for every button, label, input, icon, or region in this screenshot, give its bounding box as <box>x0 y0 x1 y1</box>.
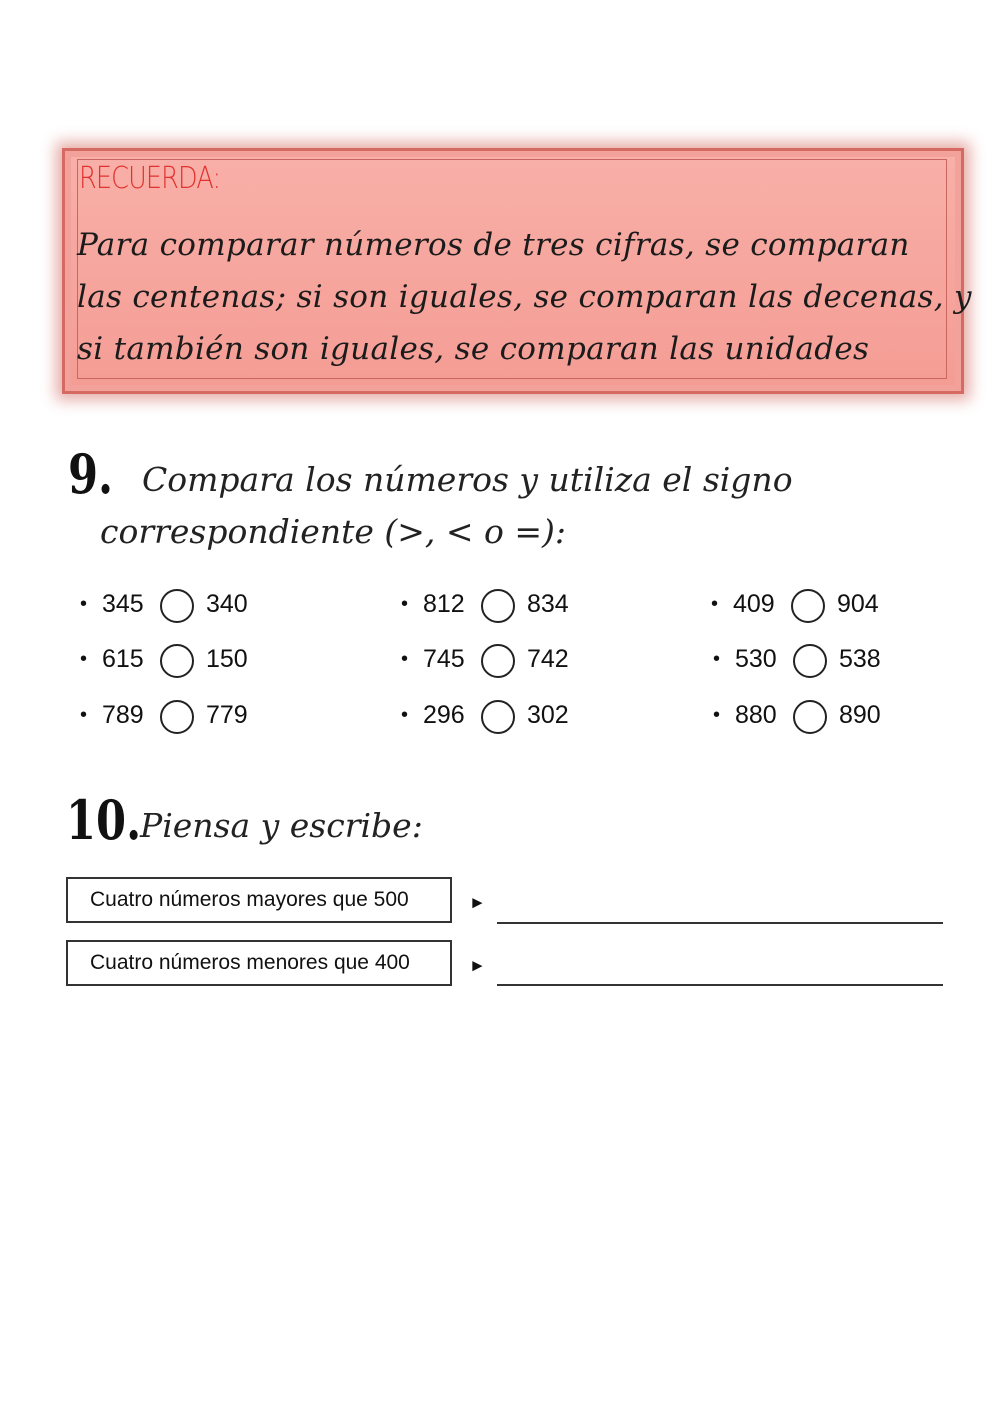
number-left: 345 <box>102 589 144 618</box>
bullet: • <box>80 647 88 670</box>
arrow-icon: ► <box>469 893 486 912</box>
answer-circle[interactable] <box>793 644 827 678</box>
number-right: 834 <box>527 589 569 618</box>
prompt-box-greater: Cuatro números mayores que 500 <box>66 877 452 923</box>
bullet: • <box>711 592 719 615</box>
exercise-10-number: 10. <box>66 788 142 852</box>
answer-line-less[interactable] <box>497 984 943 986</box>
answer-circle[interactable] <box>793 700 827 734</box>
number-right: 904 <box>837 589 879 618</box>
number-left: 789 <box>102 700 144 729</box>
exercise-9-number: 9. <box>68 442 114 506</box>
number-left: 409 <box>733 589 775 618</box>
comparison-item <box>80 584 266 624</box>
number-left: 530 <box>735 644 777 673</box>
comparison-item <box>713 695 899 735</box>
answer-circle[interactable] <box>160 589 194 623</box>
exercise-9-instruction-line2: correspondiente (>, < o =): <box>100 512 566 551</box>
number-right: 742 <box>527 644 569 673</box>
number-right: 538 <box>839 644 881 673</box>
recuerda-line: las centenas; si son iguales, se comparan las decenas, y <box>77 279 972 315</box>
number-right: 302 <box>527 700 569 729</box>
comparison-item <box>711 584 897 624</box>
number-right: 779 <box>206 700 248 729</box>
number-left: 812 <box>423 589 465 618</box>
answer-circle[interactable] <box>481 644 515 678</box>
bullet: • <box>401 647 409 670</box>
comparison-item <box>401 639 587 679</box>
recuerda-text <box>77 219 972 375</box>
number-right: 890 <box>839 700 881 729</box>
answer-line-greater[interactable] <box>497 922 943 924</box>
bullet: • <box>401 592 409 615</box>
bullet: • <box>401 703 409 726</box>
comparison-item <box>80 695 266 735</box>
answer-circle[interactable] <box>481 700 515 734</box>
exercise-10-instruction: Piensa y escribe: <box>140 806 423 845</box>
exercise-9-instruction-line1: Compara los números y utiliza el signo <box>142 460 793 499</box>
comparison-item <box>80 639 266 679</box>
answer-circle[interactable] <box>481 589 515 623</box>
number-left: 296 <box>423 700 465 729</box>
bullet: • <box>80 703 88 726</box>
bullet: • <box>713 647 721 670</box>
bullet: • <box>80 592 88 615</box>
comparison-item <box>713 639 899 679</box>
recuerda-title: RECUERDA: <box>79 161 221 196</box>
prompt-box-less: Cuatro números menores que 400 <box>66 940 452 986</box>
bullet: • <box>713 703 721 726</box>
recuerda-line: si también son iguales, se comparan las unidades <box>77 331 870 367</box>
answer-circle[interactable] <box>791 589 825 623</box>
number-left: 745 <box>423 644 465 673</box>
number-left: 615 <box>102 644 144 673</box>
arrow-icon: ► <box>469 956 486 975</box>
answer-circle[interactable] <box>160 644 194 678</box>
answer-circle[interactable] <box>160 700 194 734</box>
number-right: 340 <box>206 589 248 618</box>
recuerda-line: Para comparar números de tres cifras, se comparan <box>77 227 910 263</box>
number-right: 150 <box>206 644 248 673</box>
comparison-item <box>401 584 587 624</box>
comparison-item <box>401 695 587 735</box>
number-left: 880 <box>735 700 777 729</box>
recuerda-box <box>62 148 972 394</box>
